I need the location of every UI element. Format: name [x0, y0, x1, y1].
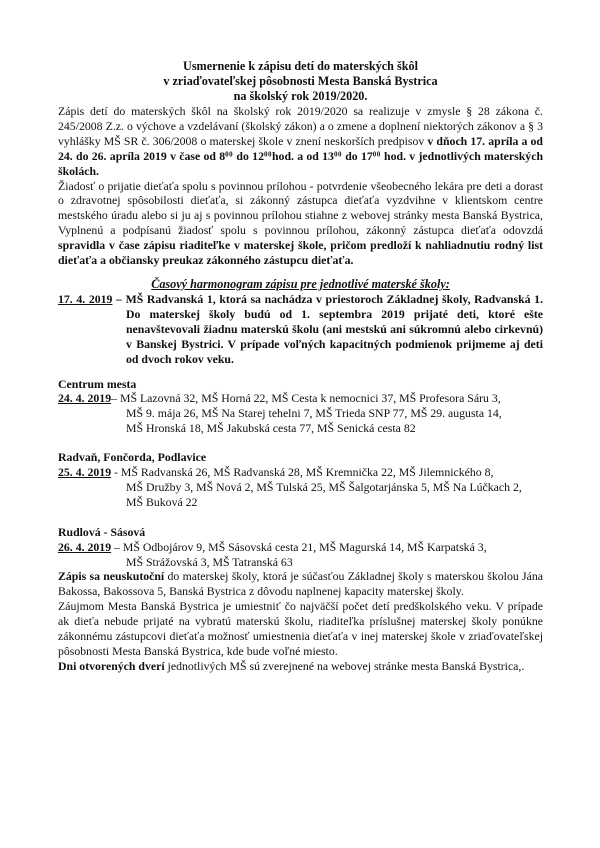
title-line-3: na školský rok 2019/2020.	[233, 89, 368, 103]
schedule-entry-17-april: 17. 4. 2019 – MŠ Radvanská 1, ktorá sa nachádza v priestoroch Základnej školy, Radvanská 1. Do materskej školy budú od 1. septembra 2019 prijaté deti, ktoré ešte nenavštevovali žiadnu materskú školu (ani mestskú ani súkromnú alebo cirkevnú) v Banskej Bystrici. V prípade voľných kapacitných podmienok prijmeme aj deti od dvoch rokov veku.	[58, 291, 543, 366]
document-title	[58, 59, 543, 104]
paragraph-open-days: Dni otvorených dverí jednotlivých MŠ sú zverejnené na webovej stránke mesta Banská Bystrica,.	[58, 658, 525, 673]
district-label-centrum-mesta: Centrum mesta	[58, 376, 137, 391]
schedule-entry-26-april: 26. 4. 2019 – MŠ Odbojárov 9, MŠ Sásovská cesta 21, MŠ Magurská 14, MŠ Karpatská 3, MŠ Strážovská 3, MŠ Tatranská 63	[58, 539, 487, 569]
title-line-1: Usmernenie k zápisu detí do materských škôl	[183, 59, 418, 73]
district-label-rudlova-sasova: Rudlová - Sásová	[58, 524, 146, 539]
paragraph-intro: Zápis detí do materských škôl na školský rok 2019/2020 sa realizuje v zmysle § 28 zákona č. 245/2008 Z.z. o výchove a vzdelávaní (školský zákon) a o zmene a doplnení niektorých zákonov a § 3 vyhlášky MŠ SR č. 306/2008 o materskej škole v znení neskorších predpisov v dňoch 17. apríla a od 24. do 26. apríla 2019 v čase od $8^{00}$ do $12^{00}hod$. a od $13^{00}$ do $17^{00}$ hod. v jednotlivých materských školách.	[58, 104, 544, 178]
paragraph-no-enrollment: Zápis sa neuskutoční do materskej školy, ktorá je súčasťou Základnej školy s materskou školou Jána Bakossa, Bakossova 5, Banská Bystrica z dôvodu naplnenej kapacity materskej školy.	[58, 569, 543, 599]
title-line-2: v zriaďovateľskej pôsobnosti Mesta Banská Bystrica	[163, 74, 438, 88]
paragraph-placement-note: Záujmom Mesta Banská Bystrica je umiestniť čo najväčší počet detí predškolského veku. V prípade ak dieťa nebude prijaté na vybratú materskú školu, riaditeľka príslušnej materskej školy ponúkne zákonnému zástupcovi dieťaťa možnosť umiestnenia dieťaťa v inej materskej škole v zriaďovateľskej pôsobnosti Mesta Banská Bystrica, kde bude voľné miesto.	[58, 599, 543, 658]
schedule-heading: Časový harmonogram zápisu pre jednotlivé materské školy:	[151, 276, 450, 291]
schedule-entry-24-april: 24. 4. 2019– MŠ Lazovná 32, MŠ Horná 22, MŠ Cesta k nemocnici 37, MŠ Profesora Sáru 3, MŠ 9. mája 26, MŠ Na Starej tehelni 7, MŠ Trieda SNP 77, MŠ 29. augusta 14, MŠ Hronská 18, MŠ Jakubská cesta 77, MŠ Senická cesta 82	[58, 391, 502, 436]
district-label-radvan-foncorda-podlavice: Radvaň, Fončorda, Podlavice	[58, 450, 207, 465]
paragraph-application: Žiadosť o prijatie dieťaťa spolu s povinnou prílohou - potvrdenie všeobecného lekára pre deti a dorast o zdravotnej spôsobilosti dieťaťa, si zákonný zástupca dieťaťa vyzdvihne v klientskom centre mestského úradu alebo si ju aj s povinnou prílohou stiahne z webovej stránky mesta Banská Bystrica, Vyplnenú a podpísanú žiadosť spolu s povinnou prílohou, zákonný zástupca dieťaťa odovzdá spravidla v čase zápisu riaditeľke v materskej škole, pričom predloží k nahliadnutiu rodný list dieťaťa a občiansky preukaz zákonného zástupcu dieťaťa.	[58, 178, 543, 268]
schedule-entry-25-april: 25. 4. 2019 - MŠ Radvanská 26, MŠ Radvanská 28, MŠ Kremnička 22, MŠ Jilemnického 8, MŠ Družby 3, MŠ Nová 2, MŠ Tulská 25, MŠ Šalgotarjánska 5, MŠ Na Lúčkach 2, MŠ Buková 22	[58, 465, 522, 509]
